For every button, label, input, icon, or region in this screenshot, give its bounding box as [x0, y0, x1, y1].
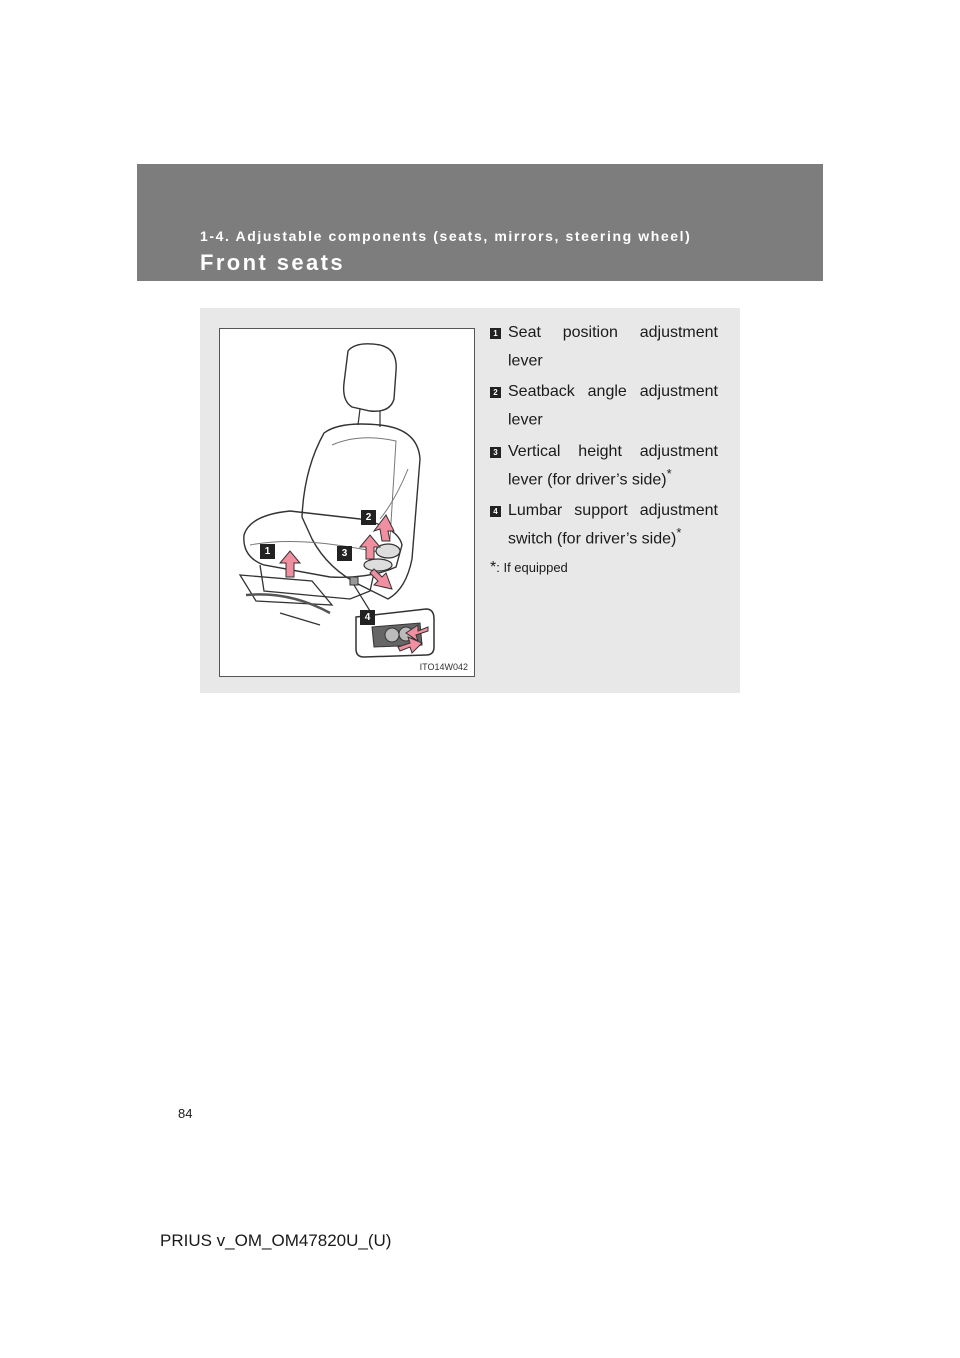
legend-text: Seatback angle adjustment lever [508, 383, 718, 429]
footnote [490, 559, 718, 577]
figure-callout-3: 3 [337, 546, 352, 561]
page-number: 84 [178, 1106, 193, 1121]
figure-callout-2: 2 [361, 510, 376, 525]
legend-text: Seat position adjustment lever [508, 324, 718, 370]
section-label: 1-4. Adjustable components (seats, mirrors, steering wheel) [200, 228, 692, 244]
legend [490, 322, 718, 577]
legend-number-4: 4 [490, 506, 501, 517]
seat-drawing [220, 329, 474, 676]
legend-item [490, 441, 718, 491]
seat-illustration [219, 328, 475, 677]
legend-item [490, 322, 718, 372]
page-title: Front seats [200, 250, 345, 275]
legend-text: Vertical height adjustment lever (for driver’s side)* [508, 442, 718, 488]
legend-item [490, 381, 718, 431]
figure-callout-1: 1 [260, 544, 275, 559]
legend-text: Lumbar support adjustment switch (for driver’s side)* [508, 501, 718, 548]
legend-number-1: 1 [490, 328, 501, 339]
figure-callout-4: 4 [360, 610, 375, 625]
document-code: PRIUS v_OM_OM47820U_(U) [160, 1231, 392, 1250]
footnote-mark: * [490, 559, 497, 577]
footnote-text: : If equipped [496, 560, 568, 576]
legend-number-3: 3 [490, 447, 501, 458]
legend-item [490, 500, 718, 550]
figure-code: ITO14W042 [419, 662, 468, 672]
legend-number-2: 2 [490, 387, 501, 398]
